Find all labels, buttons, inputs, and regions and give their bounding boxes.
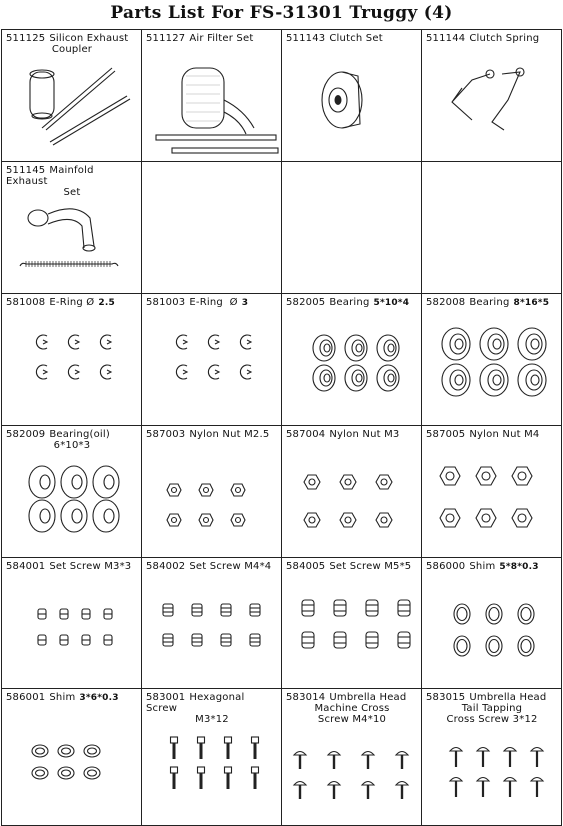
- part-number: 584001: [6, 561, 46, 572]
- air-filter-icon: [142, 30, 282, 162]
- part-name: Shim: [469, 561, 496, 572]
- part-cell-582009: [2, 426, 142, 558]
- part-cell-584005: [282, 558, 422, 689]
- part-name-continued: 6*10*3: [53, 440, 91, 451]
- part-cell-587003: [142, 426, 282, 558]
- part-number: 583014: [286, 692, 326, 703]
- part-name-continued: Coupler: [51, 44, 93, 55]
- nut-small-icon: [142, 426, 282, 558]
- part-cell-587005: [422, 426, 561, 558]
- clutch-icon: [282, 30, 422, 162]
- empty-cell: [422, 162, 561, 294]
- part-spec: 8*16*5: [513, 298, 550, 308]
- part-name-continued: Machine Cross Screw M4*10: [314, 703, 390, 725]
- part-number: 511144: [426, 33, 466, 44]
- set-screw-small-icon: [2, 558, 142, 689]
- part-spec: 2.5: [98, 298, 115, 308]
- e-ring-icon: [142, 294, 282, 426]
- exhaust-coupler-icon: [2, 30, 142, 162]
- part-name: Bearing: [329, 297, 370, 308]
- part-name: Umbrella Head: [469, 692, 547, 703]
- part-number: 581008: [6, 297, 46, 308]
- empty-cell: [142, 162, 282, 294]
- part-number: 587005: [426, 429, 466, 440]
- part-cell-582008: [422, 294, 561, 426]
- part-cell-583001: [142, 689, 282, 825]
- set-screw-medium-icon: [142, 558, 282, 689]
- parts-grid: [1, 29, 562, 826]
- part-spec: 5*10*4: [373, 298, 410, 308]
- part-cell-586000: [422, 558, 561, 689]
- part-name: Bearing: [469, 297, 510, 308]
- part-number: 511127: [146, 33, 186, 44]
- part-number: 511125: [6, 33, 46, 44]
- part-name: Set Screw M3*3: [49, 561, 132, 572]
- tapping-screw-icon: [422, 689, 561, 825]
- part-number: 583001: [146, 692, 186, 703]
- part-cell-583015: [422, 689, 561, 825]
- part-name: Shim: [49, 692, 76, 703]
- part-cell-587004: [282, 426, 422, 558]
- part-number: 584002: [146, 561, 186, 572]
- part-name: Silicon Exhaust: [49, 33, 129, 44]
- part-name-continued: Set: [63, 187, 81, 198]
- part-name: Clutch Spring: [469, 33, 540, 44]
- part-cell-511145: [2, 162, 142, 294]
- part-name: Nylon Nut M3: [329, 429, 400, 440]
- part-number: 511145: [6, 165, 46, 176]
- part-spec: 5*8*0.3: [499, 562, 539, 572]
- part-cell-581003: [142, 294, 282, 426]
- part-number: 587003: [146, 429, 186, 440]
- part-number: 586001: [6, 692, 46, 703]
- part-number: 511143: [286, 33, 326, 44]
- part-name: Bearing(oil): [49, 429, 110, 440]
- nut-medium-icon: [282, 426, 422, 558]
- nut-large-icon: [422, 426, 561, 558]
- part-number: 586000: [426, 561, 466, 572]
- part-name-continued: Tail Tapping Cross Screw 3*12: [446, 703, 538, 725]
- part-cell-511127: [142, 30, 282, 162]
- part-name: E-Ring Ø: [189, 297, 238, 308]
- part-name: E-Ring Ø: [49, 297, 95, 308]
- part-spec: 3: [241, 298, 249, 308]
- part-name: Air Filter Set: [189, 33, 254, 44]
- part-number: 587004: [286, 429, 326, 440]
- part-name: Mainfold Exhaust: [6, 165, 98, 187]
- part-name: Umbrella Head: [329, 692, 407, 703]
- part-name: Nylon Nut M2.5: [189, 429, 270, 440]
- part-cell-511144: [422, 30, 561, 162]
- shim-small-icon: [2, 689, 142, 825]
- shim-large-icon: [422, 558, 561, 689]
- manifold-icon: [2, 162, 142, 294]
- part-number: 582008: [426, 297, 466, 308]
- part-cell-586001: [2, 689, 142, 825]
- part-cell-511125: [2, 30, 142, 162]
- hex-screw-icon: [142, 689, 282, 825]
- part-number: 584005: [286, 561, 326, 572]
- part-cell-583014: [282, 689, 422, 825]
- part-name: Set Screw M5*5: [329, 561, 412, 572]
- umbrella-screw-icon: [282, 689, 422, 825]
- part-cell-584001: [2, 558, 142, 689]
- spring-icon: [422, 30, 561, 162]
- part-spec: 3*6*0.3: [79, 693, 119, 703]
- part-cell-581008: [2, 294, 142, 426]
- bearing-large-icon: [422, 294, 561, 426]
- part-cell-582005: [282, 294, 422, 426]
- page-title: Parts List For FS-31301 Truggy (4): [110, 3, 453, 23]
- part-cell-511143: [282, 30, 422, 162]
- part-number: 581003: [146, 297, 186, 308]
- part-name: Hexagonal Screw: [146, 692, 248, 714]
- part-name: Set Screw M4*4: [189, 561, 272, 572]
- part-number: 582009: [6, 429, 46, 440]
- empty-cell: [282, 162, 422, 294]
- part-number: 582005: [286, 297, 326, 308]
- set-screw-large-icon: [282, 558, 422, 689]
- e-ring-icon: [2, 294, 142, 426]
- part-cell-584002: [142, 558, 282, 689]
- bearing-small-icon: [282, 294, 422, 426]
- oil-bearing-icon: [2, 426, 142, 558]
- part-name: Nylon Nut M4: [469, 429, 540, 440]
- part-name: Clutch Set: [329, 33, 383, 44]
- part-number: 583015: [426, 692, 466, 703]
- part-name-continued: M3*12: [195, 714, 229, 725]
